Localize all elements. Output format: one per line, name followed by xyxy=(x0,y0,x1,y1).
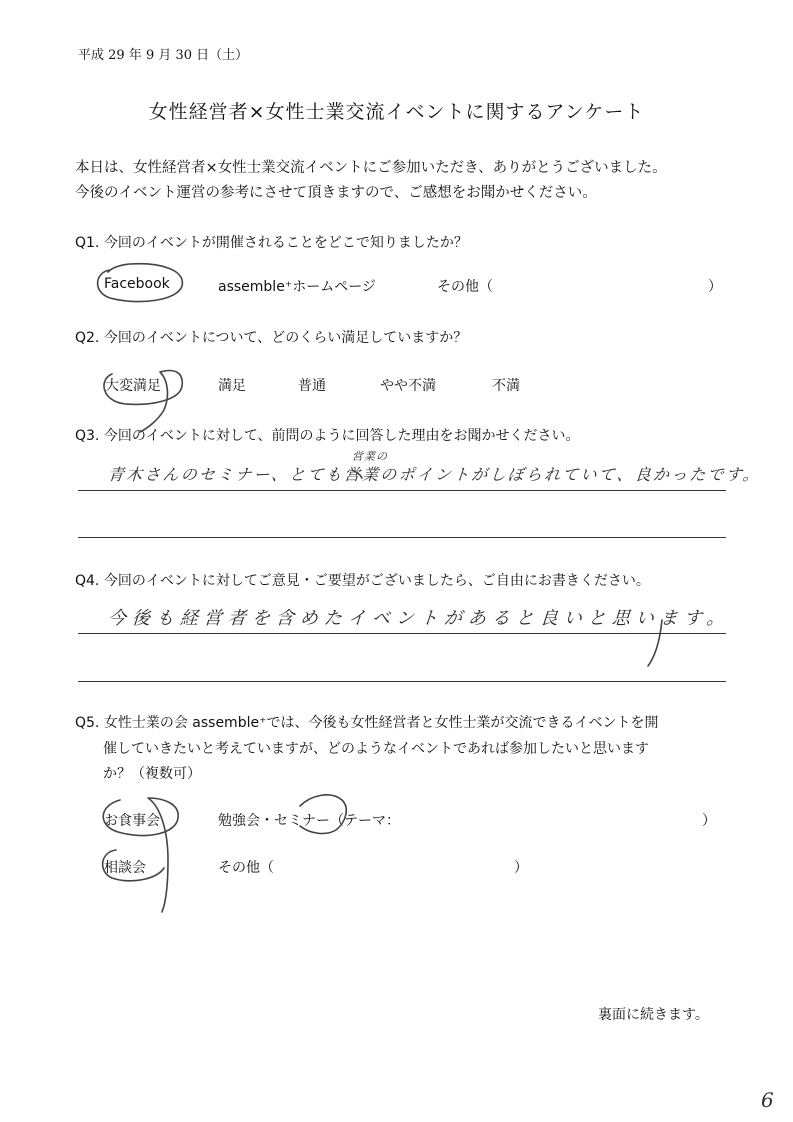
q5-question-line-2: 催していきたいと考えていますが、どのようなイベントであれば参加したいと思います xyxy=(103,741,649,757)
q5-question-line-1: Q5. 女性士業の会 assemble⁺では、今後も女性経営者と女性士業が交流できるイベントを開 xyxy=(75,715,659,731)
q5-option-seminar[interactable]: 勉強会・セミナー（テーマ： xyxy=(218,813,400,829)
survey-date: 平成 29 年 9 月 30 日（土） xyxy=(78,48,249,63)
q4-answer-line-1 xyxy=(78,633,726,634)
q4-question: Q4. 今回のイベントに対してご意見・ご要望がございましたら、ご自由にお書きください。 xyxy=(75,573,650,589)
q5-option-dinner[interactable]: お食事会 xyxy=(104,813,160,829)
q2-option-dissatisfied[interactable]: 不満 xyxy=(492,378,520,394)
q1-close-paren: ） xyxy=(708,279,722,295)
page-number: 6 xyxy=(761,1088,774,1112)
q1-option-other[interactable]: その他（ xyxy=(437,279,493,295)
q3-answer-line-2 xyxy=(78,537,726,538)
q1-question: Q1. 今回のイベントが開催されることをどこで知りましたか？ xyxy=(75,235,468,251)
q2-question: Q2. 今回のイベントについて、どのくらい満足していますか？ xyxy=(75,330,468,346)
continued-on-back-note: 裏面に続きます。 xyxy=(598,1007,709,1023)
q5-close-paren-1: ） xyxy=(702,813,716,829)
intro-line-2: 今後のイベント運営の参考にさせて頂きますので、ご感想をお聞かせください。 xyxy=(75,185,597,201)
q3-answer-line-1 xyxy=(78,490,726,491)
q3-handwritten-answer[interactable]: 青木さんのセミナー、とても営業のポイントがしぼられていて、良かったです。 xyxy=(107,465,762,484)
survey-title: 女性経営者×女性士業交流イベントに関するアンケート xyxy=(148,101,645,123)
q1-option-homepage[interactable]: assemble⁺ホームページ xyxy=(218,279,376,295)
q3-question: Q3. 今回のイベントに対して、前問のように回答した理由をお聞かせください。 xyxy=(75,428,580,444)
q2-option-very-satisfied[interactable]: 大変満足 xyxy=(105,378,161,394)
q2-option-satisfied[interactable]: 満足 xyxy=(218,378,246,394)
intro-line-1: 本日は、女性経営者×女性士業交流イベントにご参加いただき、ありがとうございました。 xyxy=(75,160,667,176)
q1-option-facebook[interactable]: Facebook xyxy=(104,276,170,292)
q5-option-consultation[interactable]: 相談会 xyxy=(104,860,146,876)
q5-option-other[interactable]: その他（ xyxy=(218,860,274,876)
q4-handwritten-answer[interactable]: 今後も経営者を含めたイベントがあると良いと思います。 xyxy=(107,608,732,629)
q2-option-somewhat-dissatisfied[interactable]: やや不満 xyxy=(380,378,436,394)
q4-answer-line-2 xyxy=(78,681,726,682)
q5-close-paren-2: ） xyxy=(514,860,528,876)
q5-question-line-3: か？（複数可） xyxy=(103,766,201,782)
q2-option-neutral[interactable]: 普通 xyxy=(298,378,326,394)
q3-handwritten-insertion: 営業の xyxy=(351,450,389,463)
